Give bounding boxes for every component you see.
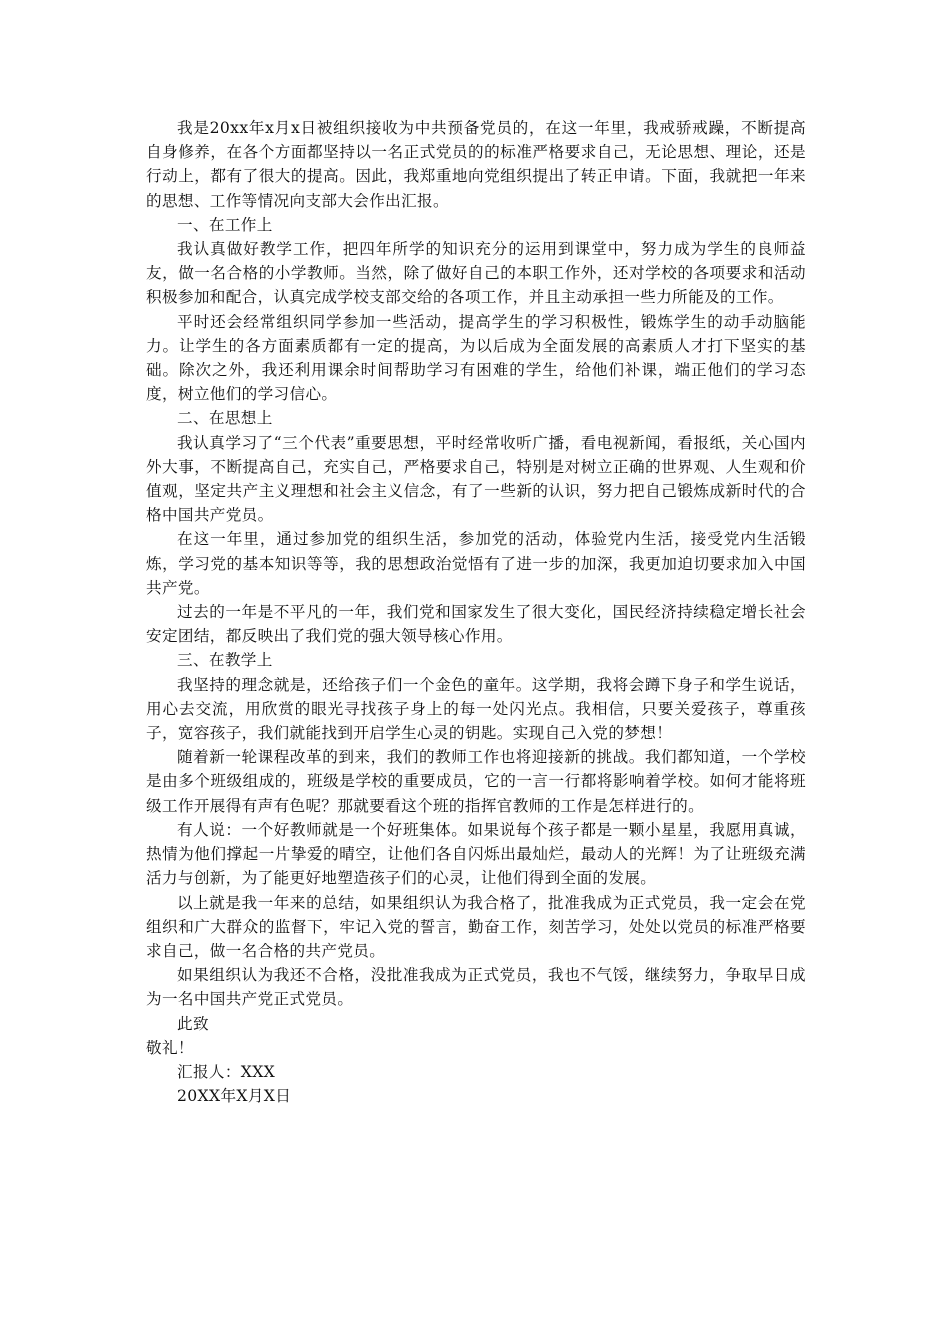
resolve-paragraph: 如果组织认为我还不合格，没批准我成为正式党员，我也不气馁，继续努力，争取早日成为一名中国共产党正式党员。 [146, 966, 806, 1009]
section-heading-teaching: 三、在教学上 [177, 651, 273, 670]
report-date: 20XX年X月X日 [177, 1087, 292, 1106]
closing-salutation: 此致 [177, 1014, 209, 1033]
teaching-paragraph-2: 随着新一轮课程改革的到来，我们的教师工作也将迎接新的挑战。我们都知道，一个学校是由多个班级组成的，班级是学校的重要成员，它的一言一行都将影响着学校。如何才能将班级工作开展得有声有色呢？那就要看这个班的指挥官教师的工作是怎样进行的。 [146, 748, 806, 815]
report-document [146, 116, 806, 1108]
teaching-paragraph-1: 我坚持的理念就是，还给孩子们一个金色的童年。这学期，我将会蹲下身子和学生说话，用心去交流，用欣赏的眼光寻找孩子身上的每一处闪光点。我相信，只要关爱孩子，尊重孩子，宽容孩子，我们就能找到开启学生心灵的钥匙。实现自己入党的梦想！ [146, 675, 806, 743]
thought-paragraph-1: 我认真学习了“三个代表”重要思想，平时经常收听广播，看电视新闻，看报纸，关心国内外大事，不断提高自己，充实自己，严格要求自己，特别是对树立正确的世界观、人生观和价值观，坚定共产主义理想和社会主义信念，有了一些新的认识，努力把自己锻炼成新时代的合格中国共产党员。 [146, 433, 806, 525]
work-paragraph-1: 我认真做好教学工作，把四年所学的知识充分的运用到课堂中，努力成为学生的良师益友，做一名合格的小学教师。当然，除了做好自己的本职工作外，还对学校的各项要求和活动积极参加和配合，认真完成学校支部交给的各项工作，并且主动承担一些力所能及的工作。 [146, 240, 806, 307]
closing-regards: 敬礼！ [146, 1038, 194, 1057]
thought-paragraph-2: 在这一年里，通过参加党的组织生活，参加党的活动，体验党内生活，接受党内生活锻炼，学习党的基本知识等等，我的思想政治觉悟有了进一步的加深，我更加迫切要求加入中国共产党。 [146, 530, 806, 597]
teaching-paragraph-3: 有人说：一个好教师就是一个好班集体。如果说每个孩子都是一颗小星星，我愿用真诚，热情为他们撑起一片挚爱的晴空，让他们各自闪烁出最灿烂，最动人的光辉！为了让班级充满活力与创新，为了能更好地塑造孩子们的心灵，让他们得到全面的发展。 [146, 820, 806, 888]
work-paragraph-2: 平时还会经常组织同学参加一些活动，提高学生的学习积极性，锻炼学生的动手动脑能力。让学生的各方面素质都有一定的提高，为以后成为全面发展的高素质人才打下坚实的基础。除次之外，我还利用课余时间帮助学习有困难的学生，给他们补课，端正他们的学习态度，树立他们的学习信心。 [146, 312, 806, 404]
section-heading-thought: 二、在思想上 [177, 409, 273, 428]
intro-paragraph: 我是20xx年x月x日被组织接收为中共预备党员的，在这一年里，我戒骄戒躁，不断提高自身修养，在各个方面都坚持以一名正式党员的的标准严格要求自己，无论思想、理论，还是行动上，都有了很大的提高。因此，我郑重地向党组织提出了转正申请。下面，我就把一年来的思想、工作等情况向支部大会作出汇报。 [146, 119, 806, 210]
summary-paragraph: 以上就是我一年来的总结，如果组织认为我合格了，批准我成为正式党员，我一定会在党组织和广大群众的监督下，牢记入党的誓言，勤奋工作，刻苦学习，处处以党员的标准严格要求自己，做一名合格的共产党员。 [146, 893, 806, 960]
section-heading-work: 一、在工作上 [177, 215, 273, 234]
thought-paragraph-3: 过去的一年是不平凡的一年，我们党和国家发生了很大变化，国民经济持续稳定增长社会安定团结，都反映出了我们党的强大领导核心作用。 [146, 603, 806, 646]
reporter-signature: 汇报人：XXX [177, 1062, 276, 1081]
